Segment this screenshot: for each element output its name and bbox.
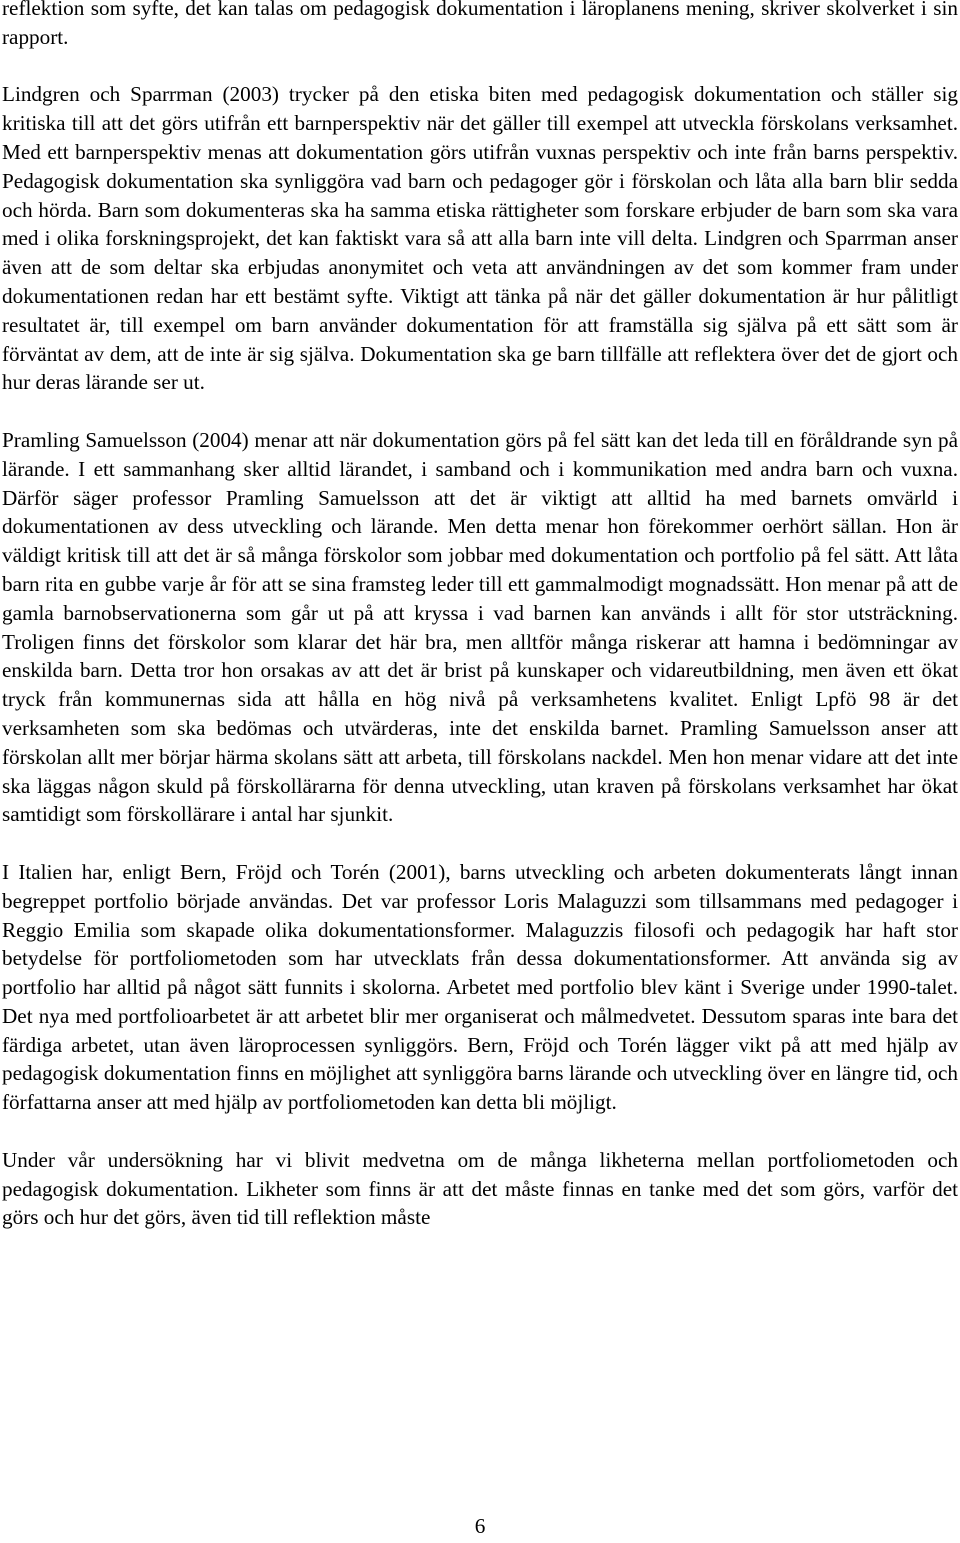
paragraph-1: reflektion som syfte, det kan talas om pedagogisk dokumentation i läroplanens mening, skriver skolverket i sin rapport.: [2, 0, 958, 49]
paragraph-3: Pramling Samuelsson (2004) menar att när dokumentation görs på fel sätt kan det leda till en föråldrande syn på lärande. I ett sammanhang sker alltid lärandet, i samband och i kommunikation med andra barn och vuxna. Därför säger professor Pramling Samuelsson att det är viktigt att alltid ha med barnets omvärld i dokumentationen av dess utveckling och lärande. Men detta menar hon förekommer oerhört sällan. Hon är väldigt kritisk till att det är så många förskolor som jobbar med dokumentation och portfolio på fel sätt. Att låta barn rita en gubbe varje år för att se sina framsteg leder till ett gammalmodigt mognadssätt. Hon menar på att de gamla barnobservationerna som går ut på att kryssa i vad barnen kan används i allt för stor utsträckning. Troligen finns det förskolor som klarar det här bra, men alltför många riskerar att hamna i bedömningar av enskilda barn. Detta tror hon orsakas av att det är brist på kunskaper och vidareutbildning, men även ett ökat tryck från kommunernas sida att hålla en hög nivå på verksamhetens kvalitet. Enligt Lpfö 98 är det verksamheten som ska bedömas och utvärderas, inte det enskilda barnet. Pramling Samuelsson anser att förskolan allt mer börjar härma skolans sätt att arbeta, till förskolans nackdel. Men hon menar vidare att det inte ska läggas någon skuld på förskollärarna för denna utveckling, utan kraven på förskolans verksamhet har ökat samtidigt som förskollärare i antal har sjunkit.: [2, 427, 958, 827]
paragraph-2: Lindgren och Sparrman (2003) trycker på den etiska biten med pedagogisk dokumentation och ställer sig kritiska till att det görs utifrån ett barnperspektiv när det gäller till exempel att utveckla förskolans verksamhet. Med ett barnperspektiv menas att dokumentation görs utifrån vuxnas perspektiv och inte från barns perspektiv. Pedagogisk dokumentation ska synliggöra vad barn och pedagoger gör i förskolan och låta alla barn blir sedda och hörda. Barn som dokumenteras ska ha samma etiska rättigheter som forskare erbjuder de barn som ska vara med i olika forskningsprojekt, det kan faktiskt vara så att alla barn inte vill delta. Lindgren och Sparrman anser även att de som deltar ska erbjudas anonymitet och veta att användningen av det som kommer fram under dokumentationen redan har ett bestämt syfte. Viktigt att tänka på när det gäller dokumentation är hur pålitligt resultatet är, till exempel om barn använder dokumentation för att framställa sig själva på ett sätt som är förväntat av dem, att de inte är sig själva. Dokumentation ska ge barn tillfälle att reflektera över det de gjort och hur deras lärande ser ut.: [2, 82, 958, 395]
paragraph-5: Under vår undersökning har vi blivit medvetna om de många likheterna mellan portfoliometoden och pedagogisk dokumentation. Likheter som finns är att det måste finnas en tanke med det som görs, varför det görs och hur det görs, även tid till reflektion måste: [2, 1147, 958, 1230]
page-number: 6: [474, 1514, 486, 1538]
paragraph-4: I Italien har, enligt Bern, Fröjd och Torén (2001), barns utveckling och arbeten dokumenterats långt innan begreppet portfolio började användas. Det var professor Loris Malaguzzi som tillsammans med pedagoger i Reggio Emilia som skapade olika dokumentationsformer. Malaguzzis filosofi och pedagogik har haft stor betydelse för portfoliometoden som har utvecklats från dessa dokumentationsformer. Att använda sig av portfolio har alltid på något sätt funnits i skolorna. Arbetet med portfolio blev känt i Sverige under 1990-talet. Det nya med portfolioarbetet är att arbetet blir mer organiserat och målmedvetet. Dessutom sparas inte bara det färdiga arbetet, utan även läroprocessen synliggörs. Bern, Fröjd och Torén lägger vikt på att med hjälp av pedagogisk dokumentation finns en möjlighet att synliggöra barns lärande och utveckling över en längre tid, och författarna anser att med hjälp av portfoliometoden kan detta bli möjligt.: [2, 859, 958, 1115]
